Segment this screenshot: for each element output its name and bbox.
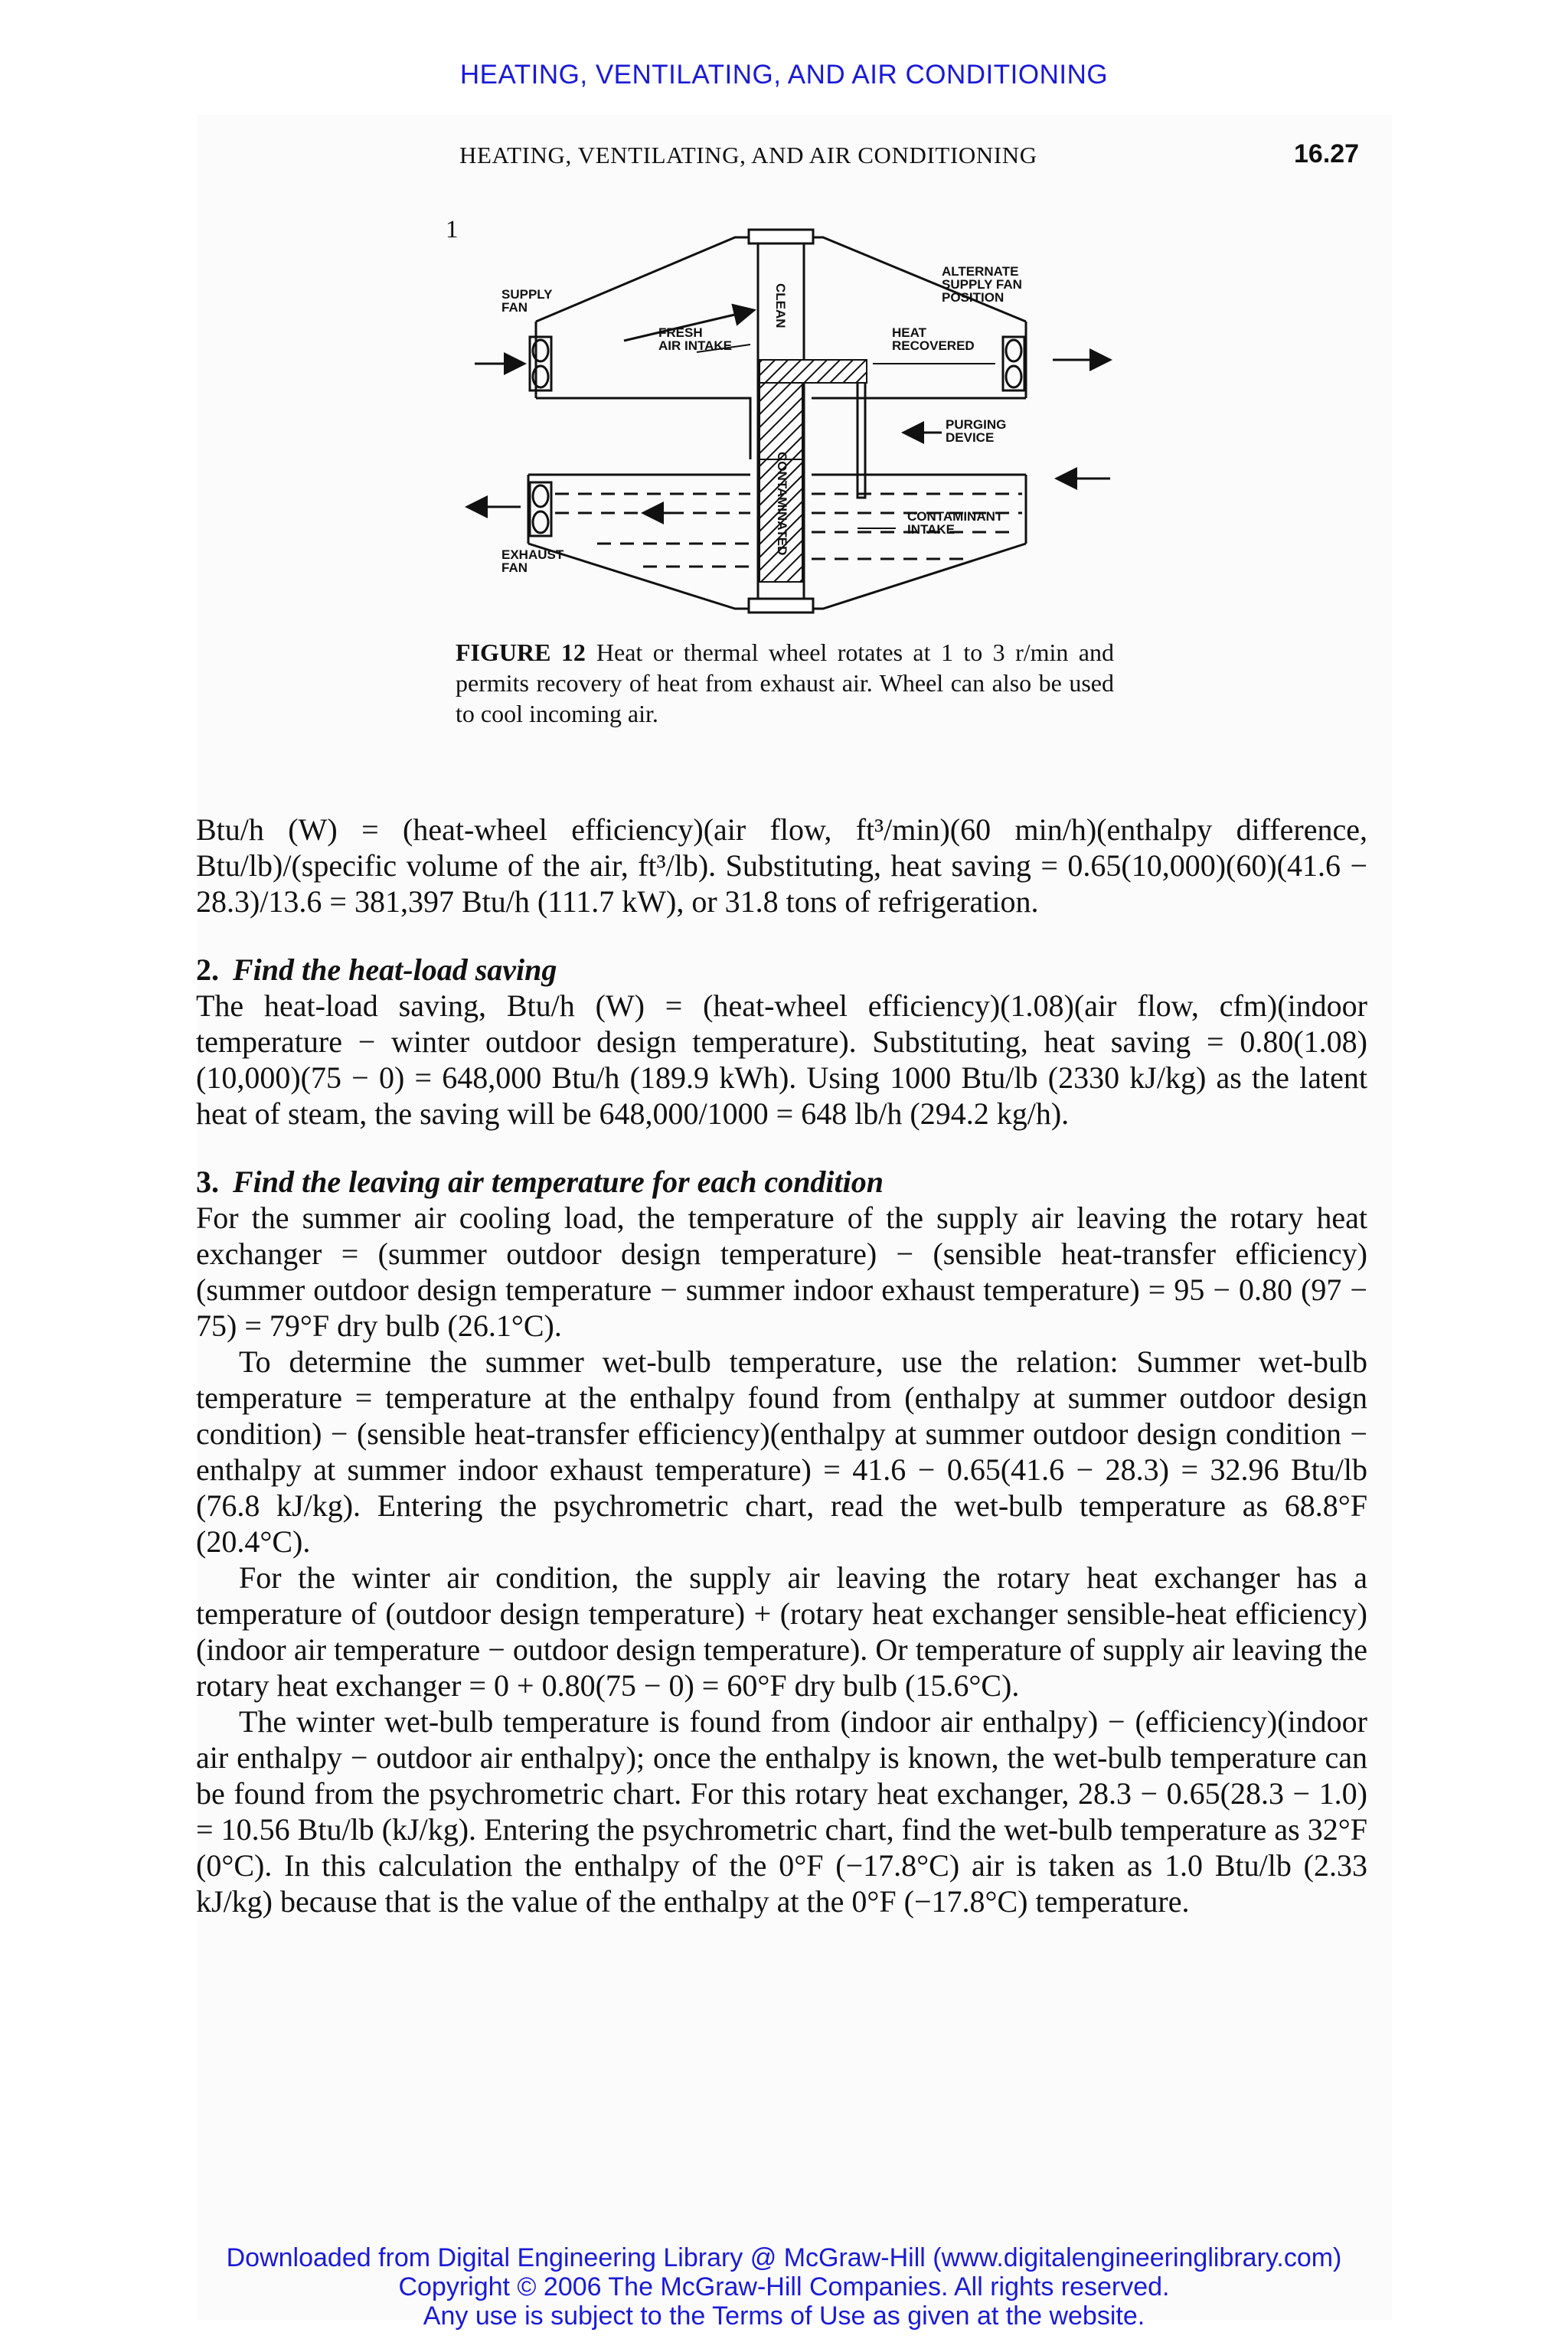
figure-caption-text: Heat or thermal wheel rotates at 1 to 3 r/min and permits recovery of heat from exhaust air. Wheel can also be used to cool incoming air. xyxy=(456,639,1115,727)
label-contaminant-intake: CONTAMINANT xyxy=(907,509,1004,524)
step-number: 2. xyxy=(196,952,219,987)
paragraph: To determine the summer wet-bulb temperature, use the relation: Summer wet-bulb temperature = temperature at the enthalpy found from (enthalpy at summer outdoor design condition) − (sensible heat-transfer efficiency)(enthalpy at summer outdoor design condition − enthalpy at summer indoor exhaust temperature) = 41.6 − 0.65(41.6 − 28.3) = 32.96 Btu/lb (76.8 kJ/kg). Entering the psychrometric chart, read the wet-bulb temperature as 68.8°F (20.4°C). xyxy=(196,1344,1367,1559)
figure-caption-label: FIGURE 12 xyxy=(456,639,586,666)
label-contaminated: CONTAMINATED xyxy=(775,452,789,556)
label-fresh-air-intake: AIR INTAKE xyxy=(658,338,733,353)
label-purging-device: DEVICE xyxy=(946,430,995,445)
heat-wheel-figure xyxy=(444,222,1133,620)
label-purging-device: PURGING xyxy=(946,417,1007,432)
figure-caption xyxy=(456,637,1114,729)
paragraph: For the winter air condition, the supply air leaving the rotary heat exchanger has a temperature of (outdoor design temperature) + (rotary heat exchanger sensible-heat efficiency)(indoor air temperature − outdoor design temperature). Or temperature of supply air leaving the rotary heat exchanger = 0 + 0.80(75 − 0) = 60°F dry bulb (15.6°C). xyxy=(196,1560,1367,1703)
label-alternate-supply-fan: SUPPLY FAN xyxy=(942,277,1022,292)
paragraph: The heat-load saving, Btu/h (W) = (heat-wheel efficiency)(1.08)(air flow, cfm)(indoor temperature − winter outdoor design temperature). Substituting, heat saving = 0.80(1.08)(10,000)(75 − 0) = 648,000 Btu/h (189.9 kWh). Using 1000 Btu/lb (2330 kJ/kg) as the latent heat of steam, the saving will be 648,000/1000 = 648 lb/h (294.2 kg/h). xyxy=(196,988,1367,1131)
label-supply-fan: FAN xyxy=(501,300,528,315)
label-heat-recovered: HEAT xyxy=(892,325,927,340)
footer-download-link[interactable]: Downloaded from Digital Engineering Library @ McGraw-Hill (www.digitalengineeringlibrary.com) xyxy=(226,2243,1342,2272)
footer-terms-link[interactable]: Any use is subject to the Terms of Use as given at the website. xyxy=(423,2301,1145,2331)
label-contaminant-intake: INTAKE xyxy=(907,522,956,537)
label-exhaust-fan: EXHAUST xyxy=(501,547,564,562)
paragraph: For the summer air cooling load, the temperature of the supply air leaving the rotary heat exchanger = (summer outdoor design temperature) − (sensible heat-transfer efficiency)(summer outdoor design temperature − summer indoor exhaust temperature) = 95 − 0.80 (97 − 75) = 79°F dry bulb (26.1°C). xyxy=(196,1200,1367,1343)
footer-copyright[interactable]: Copyright © 2006 The McGraw-Hill Companies. All rights reserved. xyxy=(398,2272,1170,2301)
step-number: 3. xyxy=(196,1165,219,1199)
label-alternate-supply-fan: ALTERNATE xyxy=(942,264,1019,279)
step-heading-2 xyxy=(196,952,1367,988)
label-exhaust-fan: FAN xyxy=(501,560,528,575)
heat-wheel-diagram xyxy=(444,222,1133,620)
body-text xyxy=(196,812,1367,1919)
label-heat-recovered: RECOVERED xyxy=(892,338,975,353)
step-heading-3 xyxy=(196,1164,1367,1200)
label-fresh-air-intake: FRESH xyxy=(658,325,703,340)
running-head: HEATING, VENTILATING, AND AIR CONDITIONING xyxy=(459,142,1037,168)
paragraph: Btu/h (W) = (heat-wheel efficiency)(air flow, ft³/min)(60 min/h)(enthalpy difference, Btu/lb)/(specific volume of the air, ft³/lb). Substituting, heat saving = 0.65(10,000)(60)(41.6 − 28.3)/13.6 = 381,397 Btu/h (111.7 kW), or 31.8 tons of refrigeration. xyxy=(196,812,1367,919)
page-number: 16.27 xyxy=(1294,139,1360,168)
paragraph: The winter wet-bulb temperature is found from (indoor air enthalpy) − (efficiency)(indoor air enthalpy − outdoor air enthalpy); once the enthalpy is known, the wet-bulb temperature can be found from the psychrometric chart. For this rotary heat exchanger, 28.3 − 0.65(28.3 − 1.0) = 10.56 Btu/lb (kJ/kg). Entering the psychrometric chart, find the wet-bulb temperature as 32°F (0°C). In this calculation the enthalpy of the 0°F (−17.8°C) air is taken as 1.0 Btu/lb (2.33 kJ/kg) because that is the value of the enthalpy at the 0°F (−17.8°C) temperature. xyxy=(196,1704,1367,1919)
label-alternate-supply-fan: POSITION xyxy=(942,290,1004,305)
label-clean: CLEAN xyxy=(773,283,788,328)
label-supply-fan: SUPPLY xyxy=(501,287,553,302)
step-title: Find the leaving air temperature for each condition xyxy=(233,1165,884,1199)
step-title: Find the heat-load saving xyxy=(233,952,557,987)
chapter-banner[interactable]: HEATING, VENTILATING, AND AIR CONDITIONING xyxy=(459,60,1109,90)
step-marker: 1 xyxy=(446,216,459,243)
footer xyxy=(0,2243,1568,2331)
